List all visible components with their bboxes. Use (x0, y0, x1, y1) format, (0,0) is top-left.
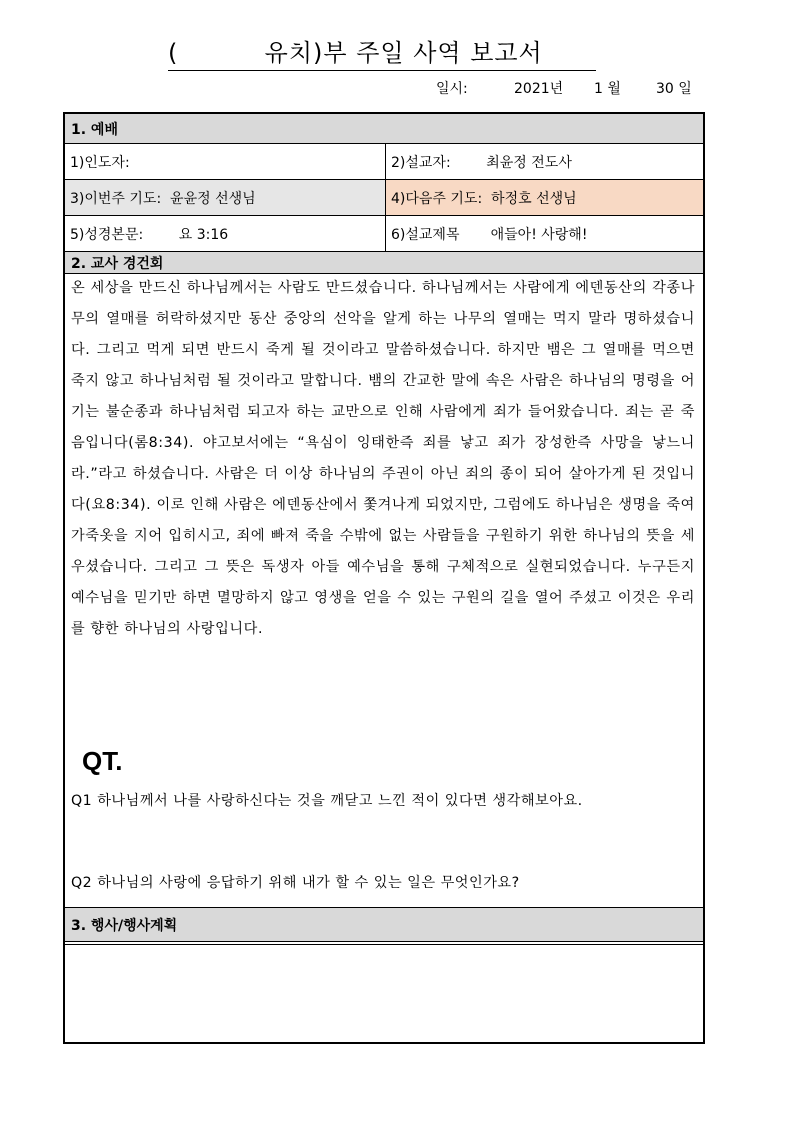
scripture-cell: 5)성경본문: 요 3:16 (65, 216, 385, 252)
date-month: 1 월 (594, 81, 621, 97)
date-label: 일시: (436, 81, 468, 97)
section-testimony-header: 2. 교사 경건회 (65, 252, 703, 274)
date-day: 30 일 (656, 81, 692, 97)
section-events-header: 3. 행사/행사계획 (65, 908, 703, 942)
report-title: ( 유치)부 주일 사역 보고서 (168, 38, 596, 71)
testimony-body: 온 세상을 만드신 하나님께서는 사람도 만드셨습니다. 하나님께서는 사람에게 에덴동산의 각종나무의 열매를 허락하셨지만 동산 중앙의 선악을 알게 하는 나무의 열매는 먹지 말라 명하셨습니다. 그리고 먹게 되면 반드시 죽게 될 것이라고 말씀하셨습니다. 하지만 뱀은 그 열매를 먹으면 죽지 않고 하나님처럼 될 것이라고 말합니다. 뱀의 간교한 말에 속은 사람은 하나님의 명령을 어기는 불순종과 하나님처럼 되고자 하는 교만으로 인해 사람에게 죄가 들어왔습니다. 죄는 곧 죽음입니다(롬8:34). 야고보서에는 “욕심이 잉태한즉 죄를 낳고 죄가 장성한즉 사망을 낳느니라.”라고 하셨습니다. 사람은 더 이상 하나님의 주권이 아닌 죄의 종이 되어 살아가게 된 것입니다(요8:34). 이로 인해 사람은 에덴동산에서 쫓겨나게 되었지만, 그럼에도 하나님은 생명을 죽여 가죽옷을 지어 입히시고, 죄에 빠져 죽을 수밖에 없는 사람들을 구원하기 위한 하나님의 뜻을 세우셨습니다. 그리고 그 뜻은 독생자 아들 예수님을 통해 구체적으로 실현되었습니다. 누구든지 예수님을 믿기만 하면 멸망하지 않고 영생을 얻을 수 있는 구원의 길을 열어 주셨고 이것은 우리를 향한 하나님의 사랑입니다. (71, 280, 695, 637)
question-2: Q2 하나님의 사랑에 응답하기 위해 내가 할 수 있는 일은 무엇인가요? (71, 875, 520, 891)
date-year: 2021년 (514, 81, 564, 97)
qt-label: QT. (82, 746, 123, 776)
question-1: Q1 하나님께서 나를 사랑하신다는 것을 깨닫고 느낀 적이 있다면 생각해보아요. (71, 793, 583, 809)
sermon-title-cell: 6)설교제목 애들아! 사랑해! (386, 216, 703, 252)
leader-cell: 1)인도자: (65, 144, 385, 180)
this-week-prayer-cell: 3)이번주 기도: 윤윤정 선생님 (65, 180, 385, 216)
next-week-prayer-cell: 4)다음주 기도: 하정호 선생님 (386, 180, 703, 216)
column-divider (385, 144, 386, 252)
report-frame (63, 112, 705, 1044)
date-row (436, 78, 704, 100)
events-content-area (65, 945, 703, 1042)
preacher-cell: 2)설교자: 최윤정 전도사 (386, 144, 703, 180)
section-worship-header: 1. 예배 (65, 114, 703, 144)
